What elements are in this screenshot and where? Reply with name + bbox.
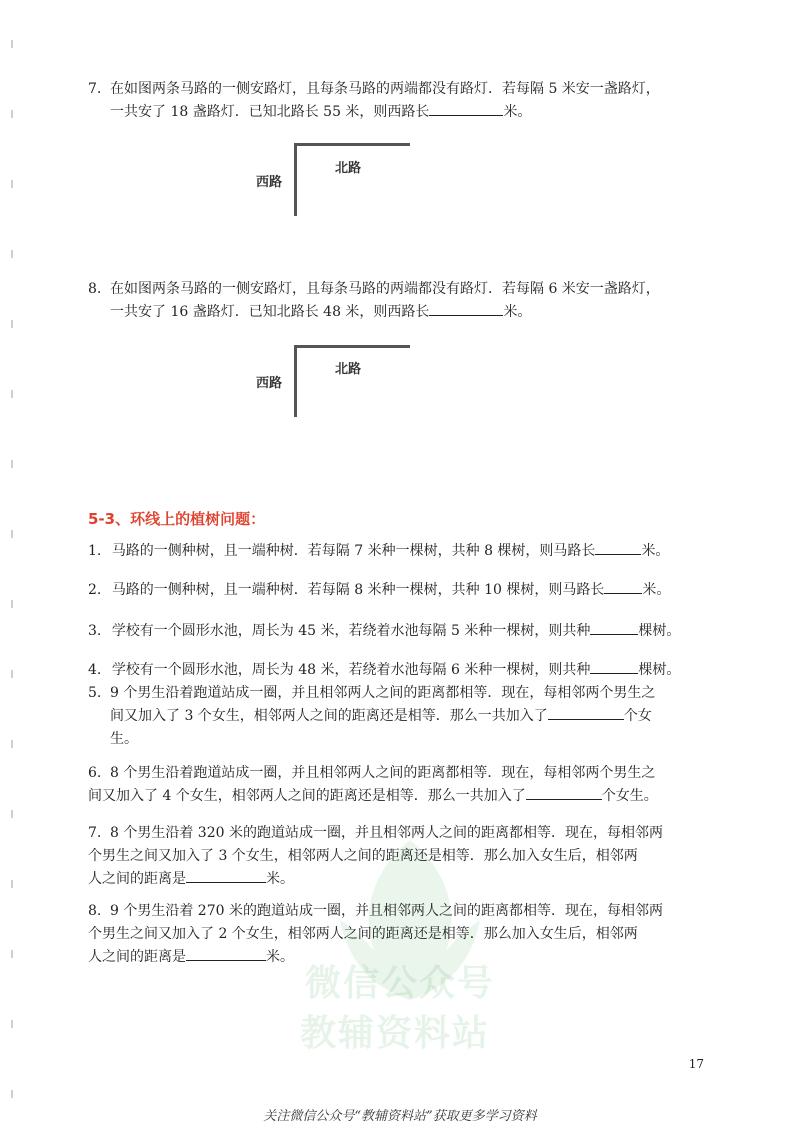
question-text-line2: 间又加入了 4 个女生，相邻两人之间的距离还是相等．那么一共加入了	[88, 788, 526, 804]
question-number: 2.	[88, 582, 102, 598]
question-4-tree-planting	[88, 659, 680, 681]
question-2-tree-planting	[88, 579, 670, 601]
question-text-line2: 个男生之间又加入了 2 个女生，相邻两人之间的距离还是相等．那么加入女生后，相邻两	[88, 926, 638, 942]
question-number: 6.	[88, 765, 102, 781]
answer-blank[interactable]	[526, 785, 602, 800]
question-8-circle-distance	[88, 900, 728, 965]
binding-holes	[8, 0, 18, 1131]
question-3-tree-planting	[88, 620, 680, 642]
question-text-line2: 一共安了 16 盏路灯．已知北路长 48 米，则西路长	[110, 304, 430, 320]
question-number: 3.	[88, 623, 102, 639]
question-text-line1: 在如图两条马路的一侧安路灯，且每条马路的两端都没有路灯．若每隔 5 米安一盏路灯，	[110, 81, 660, 97]
question-5-circle-students	[88, 682, 728, 747]
question-text: 马路的一侧种树，且一端种树．若每隔 8 米种一棵树，共种 10 棵树，则马路长	[111, 582, 605, 598]
question-number: 8.	[88, 281, 102, 297]
answer-blank[interactable]	[548, 705, 624, 720]
question-unit: 棵树。	[638, 623, 681, 639]
north-road-line	[294, 345, 410, 348]
question-text-line2: 一共安了 18 盏路灯．已知北路长 55 米，则西路长	[110, 104, 430, 120]
north-road-line	[294, 143, 410, 146]
question-unit: 米。	[266, 871, 294, 887]
question-text-line1: 8 个男生沿着跑道站成一圈，并且相邻两人之间的距离都相等．现在，每相邻两个男生之	[110, 765, 656, 781]
question-unit: 米。	[642, 582, 671, 598]
question-text-line2: 个男生之间又加入了 3 个女生，相邻两人之间的距离还是相等．那么加入女生后，相邻两	[88, 848, 638, 864]
section-title: 5-3、环线上的植树问题：	[88, 510, 266, 528]
answer-blank[interactable]	[429, 101, 503, 116]
question-number: 8.	[88, 903, 102, 919]
question-text-line3: 人之间的距离是	[88, 871, 186, 887]
question-unit: 米。	[503, 104, 532, 120]
question-number: 7.	[88, 825, 102, 841]
answer-blank[interactable]	[604, 579, 642, 594]
answer-blank[interactable]	[590, 620, 638, 635]
answer-blank[interactable]	[429, 301, 503, 316]
question-7-circle-distance	[88, 822, 728, 887]
question-unit: 米。	[641, 543, 670, 559]
question-text-line3: 生。	[110, 731, 138, 747]
question-text: 学校有一个圆形水池，周长为 45 米，若绕着水池每隔 5 米种一棵树，则共种	[111, 623, 591, 639]
question-8-street-lights	[88, 278, 728, 320]
question-number: 5.	[88, 685, 102, 701]
question-text: 学校有一个圆形水池，周长为 48 米，若绕着水池每隔 6 米种一棵树，则共种	[111, 662, 591, 678]
question-7-street-lights	[88, 78, 728, 120]
question-number: 7.	[88, 81, 102, 97]
north-road-label: 北路	[335, 362, 362, 377]
answer-blank[interactable]	[186, 868, 266, 883]
question-text-line3: 人之间的距离是	[88, 949, 186, 965]
answer-blank[interactable]	[590, 659, 638, 674]
question-1-tree-planting	[88, 540, 669, 562]
footer-note: 关注微信公众号“教辅资料站”获取更多学习资料	[263, 1109, 537, 1124]
question-unit: 米。	[266, 949, 294, 965]
answer-blank[interactable]	[186, 946, 266, 961]
west-road-label: 西路	[256, 376, 283, 391]
question-unit: 米。	[503, 304, 532, 320]
watermark-text-2: 教辅资料站	[300, 1013, 491, 1054]
west-road-line	[294, 143, 297, 216]
west-road-label: 西路	[256, 175, 283, 190]
question-text: 马路的一侧种树，且一端种树．若每隔 7 米种一棵树，共种 8 棵树，则马路长	[111, 543, 596, 559]
north-road-label: 北路	[335, 161, 362, 176]
question-text-line1: 9 个男生沿着跑道站成一圈，并且相邻两人之间的距离都相等．现在，每相邻两个男生之	[110, 685, 656, 701]
question-text-line1: 9 个男生沿着 270 米的跑道站成一圈，并且相邻两人之间的距离都相等．现在，每相邻两	[110, 903, 663, 919]
question-text-line1: 8 个男生沿着 320 米的跑道站成一圈，并且相邻两人之间的距离都相等．现在，每相邻两	[110, 825, 663, 841]
watermark-text-1: 微信公众号	[305, 963, 496, 1004]
question-unit: 棵树。	[638, 662, 681, 678]
page-number: 17	[688, 1057, 704, 1071]
question-number: 4.	[88, 662, 102, 678]
question-text-line2: 间又加入了 3 个女生，相邻两人之间的距离还是相等．那么一共加入了	[110, 708, 548, 724]
west-road-line	[294, 345, 297, 417]
question-text-line1: 在如图两条马路的一侧安路灯，且每条马路的两端都没有路灯．若每隔 6 米安一盏路灯，	[110, 281, 660, 297]
question-6-circle-students	[88, 762, 728, 804]
question-unit: 个女生。	[601, 788, 658, 804]
question-unit: 个女	[623, 708, 652, 724]
answer-blank[interactable]	[595, 540, 641, 555]
question-number: 1.	[88, 543, 102, 559]
